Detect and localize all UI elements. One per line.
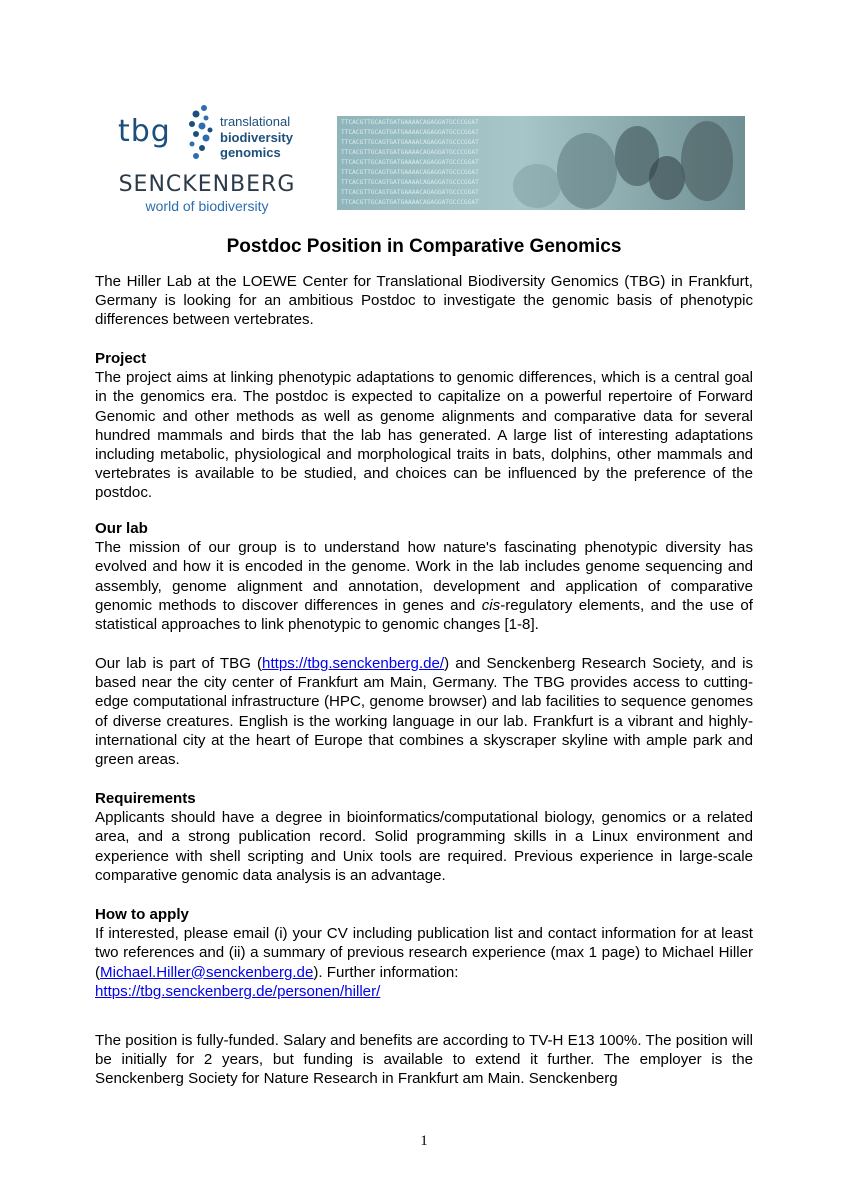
intro-paragraph: The Hiller Lab at the LOEWE Center for Translational Biodiversity Genomics (TBG) in Frankfurt, Germany is looking for an ambitious Postdoc to investigate the genomic basis of phenotypic differences between vertebrates. — [95, 273, 753, 329]
apply-section — [95, 905, 753, 1001]
lab-text-part2: -regulatory elements, and the use of statistical approaches to link phenotypic to genomic changes [1-8]. — [95, 596, 753, 634]
page-title: Postdoc Position in Comparative Genomics — [226, 236, 622, 257]
requirements-text: Applicants should have a degree in bioinformatics/computational biology, genomics or a related area, and a strong publication record. Solid programming skills in a Linux environment and experience with shell scripting and Unix tools are required. Previous experience in large-scale comparative genomic data analysis is an advantage. — [95, 809, 753, 884]
tbg-dots-icon — [184, 104, 216, 160]
header-banner-image — [337, 116, 745, 210]
lab-p2-text-end: ) and Senckenberg Research Society, and is based near the city center of Frankfurt am Main, Germany. The TBG provides access to cutting-edge computational infrastructure (HPC, genome browser) and lab facilities to sequence genomes of diverse creatures. English is the working language in our lab. Frankfurt is a vibrant and highly-international city at the heart of Europe that combines a skyscraper skyline with ample park and green areas. — [95, 655, 754, 769]
apply-text-end: ). Further information: — [313, 963, 459, 981]
requirements-section — [95, 789, 753, 885]
requirements-heading: Requirements — [95, 790, 196, 807]
tbg-logo-line1: translational — [220, 114, 291, 129]
banner-dna-sequence: TTCACGTTGCAGTGATGAAAACAGAGGATGCCCGGAT TTCACGTTGCAGTGATGAAAACAGAGGATGCCCGGAT TTCACGTTGCAGTGATGAAAACAGAGGATGCCCGGAT TTCACGTTGCAGTGATGAAAACAGAGGATGCCCGGAT TTCACGTTGCAGTGATGAAAACAGAGGATGCCCGGAT TTCACGTTGCAGTGATGAAAACAGAGGATGCCCGGAT TTCACGTTGCAGTGATGAAAACAGAGGATGCCCGGAT TTCACGTTGCAGTGATGAAAACAGAGGATGCCCGGAT TTCACGTTGCAGTGATGAAAACAGAGGATGCCCGGAT — [341, 119, 479, 206]
apply-text-start: If interested, please email (i) your CV including publication list and contact information for at least two references and (ii) a summary of previous research experience (max 1 page) to Michael Hiller ( — [95, 925, 753, 981]
hiller-profile-link[interactable]: https://tbg.senckenberg.de/personen/hiller/ — [95, 982, 381, 1000]
lab-section — [95, 519, 753, 634]
senckenberg-logo: SENCKENBERG — [118, 172, 296, 197]
email-link[interactable]: Michael.Hiller@senckenberg.de — [100, 963, 314, 981]
lab-text-part1: The mission of our group is to understand how nature's fascinating phenotypic diversity has evolved and how it is encoded in the genome. Work in the lab includes genome sequencing and assembly, genome alignment and annotation, development and application of comparative genomic methods to discover differences in genes and — [95, 539, 753, 614]
funding-paragraph: The position is fully-funded. Salary and benefits are according to TV-H E13 100%. The position will be initially for 2 years, but funding is available to extend it further. The employer is the Senckenberg Society for Nature Research in Frankfurt am Main. Senckenberg — [95, 1032, 753, 1088]
lab-heading: Our lab — [95, 520, 148, 537]
senckenberg-tagline: world of biodiversity — [145, 198, 269, 214]
lab-text-cis: cis — [481, 596, 501, 614]
banner-animals-graphic — [337, 116, 745, 210]
tbg-logo-line2: biodiversity genomics — [220, 130, 293, 160]
tbg-logo — [118, 104, 330, 160]
project-text: The project aims at linking phenotypic adaptations to genomic differences, which is a central goal in the genomics era. The postdoc is expected to capitalize on a powerful repertoire of Forward Genomic and other methods as well as genome alignments and comparative data for several hundred mammals and birds that the lab has generated. A large list of interesting adaptations including metabolic, physiological and morphological traits in bats, dolphins, other mammals and vertebrates is available to be studied, and choices can be influenced by the preference of the postdoc. — [95, 369, 753, 502]
tbg-logo-letters: tbg — [118, 114, 171, 149]
lab-p2-text-start: Our lab is part of TBG ( — [95, 655, 263, 672]
page-number: 1 — [420, 1133, 428, 1149]
project-section — [95, 349, 753, 503]
project-heading: Project — [95, 350, 147, 367]
lab-paragraph-2 — [95, 654, 753, 769]
apply-heading: How to apply — [95, 906, 189, 923]
tbg-website-link[interactable]: https://tbg.senckenberg.de/ — [262, 655, 445, 672]
